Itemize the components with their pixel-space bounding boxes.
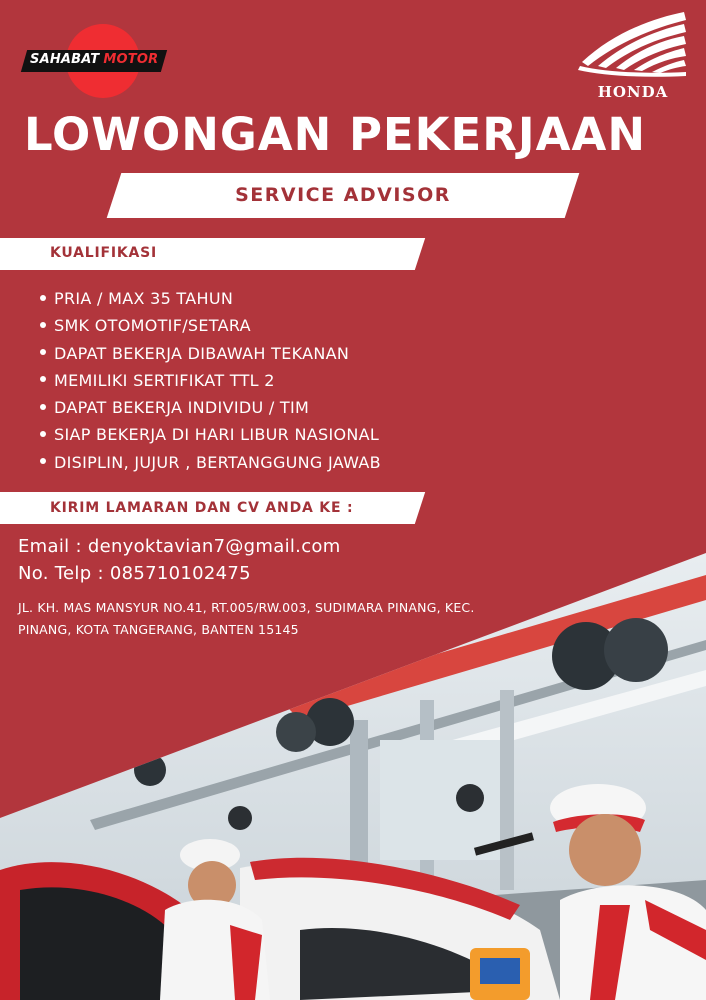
honda-logo bbox=[574, 10, 692, 106]
contact-heading: KIRIM LAMARAN DAN CV ANDA KE : bbox=[50, 500, 354, 516]
qualification-text: SIAP BEKERJA DI HARI LIBUR NASIONAL bbox=[54, 425, 380, 445]
honda-wordmark: HONDA bbox=[597, 83, 669, 101]
sahabat-motor-logo bbox=[22, 22, 172, 102]
qualification-text: DISIPLIN, JUJUR , BERTANGGUNG JAWAB bbox=[54, 452, 381, 472]
qualifications-heading: KUALIFIKASI bbox=[50, 245, 158, 261]
bullet-dot-icon bbox=[40, 376, 46, 382]
qualification-text: SMK OTOMOTIF/SETARA bbox=[54, 316, 251, 336]
job-position: SERVICE ADVISOR bbox=[235, 184, 451, 206]
bullet-dot-icon bbox=[40, 349, 46, 355]
logo-word-motor: MOTOR bbox=[103, 52, 159, 67]
qualifications-list bbox=[40, 287, 381, 478]
list-item bbox=[40, 342, 381, 369]
bullet-dot-icon bbox=[40, 322, 46, 328]
list-item bbox=[40, 396, 381, 423]
honda-wing-icon bbox=[574, 10, 692, 82]
bullet-dot-icon bbox=[40, 431, 46, 437]
qualification-text: PRIA / MAX 35 TAHUN bbox=[54, 289, 234, 308]
qualification-text: DAPAT BEKERJA INDIVIDU / TIM bbox=[54, 398, 310, 418]
contact-email: Email : denyoktavian7@gmail.com bbox=[18, 536, 341, 557]
page-title: LOWONGAN PEKERJAAN bbox=[23, 108, 646, 161]
list-item bbox=[40, 423, 381, 450]
list-item bbox=[40, 314, 381, 341]
qualification-text: MEMILIKI SERTIFIKAT TTL 2 bbox=[54, 370, 275, 390]
bullet-dot-icon bbox=[40, 404, 46, 410]
logo-word-sahabat: SAHABAT bbox=[30, 52, 100, 67]
list-item bbox=[40, 451, 381, 478]
contact-address: JL. KH. MAS MANSYUR NO.41, RT.005/RW.003, SUDIMARA PINANG, KEC. PINANG, KOTA TANGERANG, BANTEN 15145 bbox=[18, 600, 475, 637]
bullet-dot-icon bbox=[40, 295, 46, 301]
list-item bbox=[40, 369, 381, 396]
qualification-text: DAPAT BEKERJA DIBAWAH TEKANAN bbox=[54, 343, 350, 363]
contact-phone: No. Telp : 085710102475 bbox=[18, 563, 251, 584]
bullet-dot-icon bbox=[40, 458, 46, 464]
list-item bbox=[40, 287, 381, 314]
logo-text bbox=[30, 52, 158, 67]
